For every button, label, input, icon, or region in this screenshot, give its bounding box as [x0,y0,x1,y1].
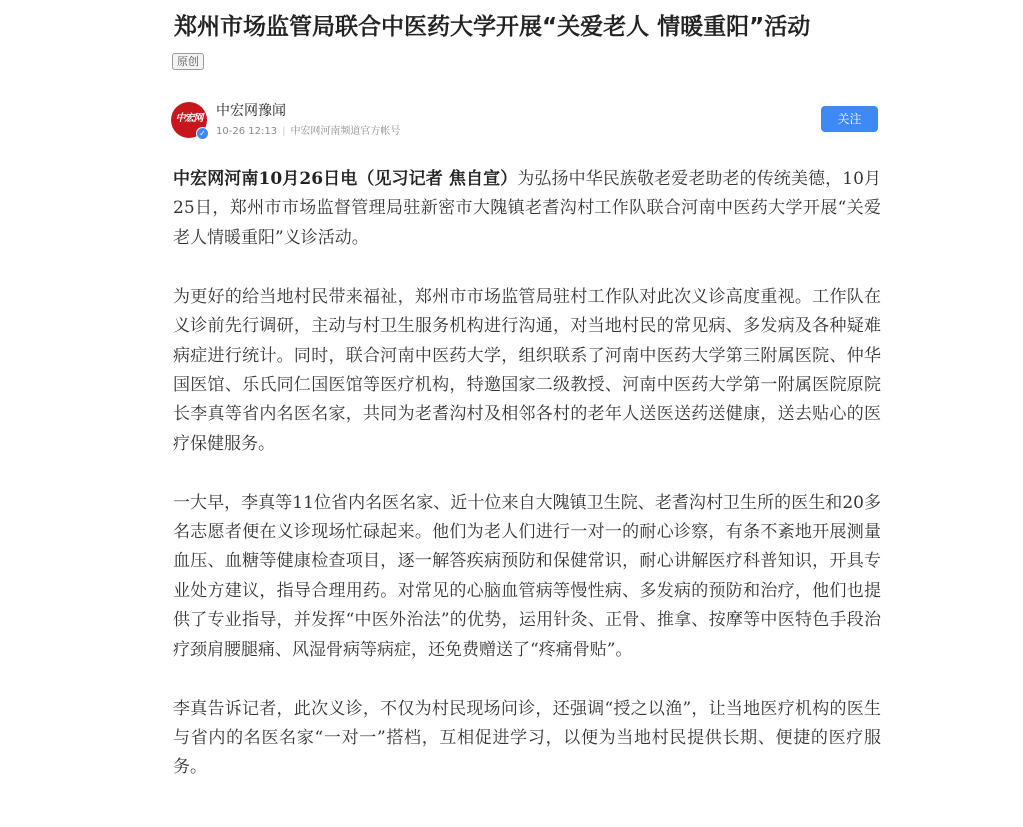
paragraph-3: 一大早，李真等11位省内名医名家、近十位来自大隗镇卫生院、老耆沟村卫生所的医生和20多名志愿者便在义诊现场忙碌起来。他们为老人们进行一对一的耐心诊察，有条不紊地开展测量血压、血糖等健康检查项目，逐一解答疾病预防和保健常识，耐心讲解医疗科普知识，开具专业处方建议，指导合理用药。对常见的心脑血管病等慢性病、多发病的预防和治疗，他们也提供了专业指导，并发挥“中医外治法”的优势，运用针灸、正骨、推拿、按摩等中医特色手段治疗颈肩腰腿痛、风湿骨病等病症，还免费赠送了“疼痛骨贴”。 [173,492,881,660]
author-meta [216,125,400,139]
follow-button[interactable]: 关注 [821,106,878,132]
paragraph-1 [173,165,881,253]
author-description: 中宏网河南频道官方帐号 [290,126,401,137]
verified-icon: ✓ [196,127,209,140]
original-tag: 原创 [172,53,204,70]
author-bar [171,102,879,142]
meta-divider: | [282,126,286,137]
article-title: 郑州市场监管局联合中医药大学开展“关爱老人 情暖重阳”活动 [174,14,811,40]
author-name[interactable]: 中宏网豫闻 [216,103,286,119]
article-body [173,165,881,812]
paragraph-4: 李真告诉记者，此次义诊，不仅为村民现场问诊，还强调“授之以渔”，让当地医疗机构的医生与省内的名医名家“一对一”搭档，互相促进学习，以便为当地村民提供长期、便捷的医疗服务。 [173,698,881,778]
dateline: 中宏网河南10月26日电（见习记者 焦自宣） [173,169,518,189]
avatar-logo: 中宏网 [175,113,203,124]
paragraph-1-text: 为弘扬中华民族敬老爱老助老的传统美德，10月25日，郑州市市场监督管理局驻新密市大隗镇老耆沟村工作队联合河南中医药大学开展“关爱老人情暖重阳”义诊活动。 [173,169,881,248]
publish-time: 10-26 12:13 [216,126,278,137]
paragraph-2: 为更好的给当地村民带来福祉，郑州市市场监管局驻村工作队对此次义诊高度重视。工作队在义诊前先行调研，主动与村卫生服务机构进行沟通，对当地村民的常见病、多发病及各种疑难病症进行统计。同时，联合河南中医药大学，组织联系了河南中医药大学第三附属医院、仲华国医馆、乐氏同仁国医馆等医疗机构，特邀国家二级教授、河南中医药大学第一附属医院原院长李真等省内名医名家，共同为老耆沟村及相邻各村的老年人送医送药送健康，送去贴心的医疗保健服务。 [173,286,881,454]
